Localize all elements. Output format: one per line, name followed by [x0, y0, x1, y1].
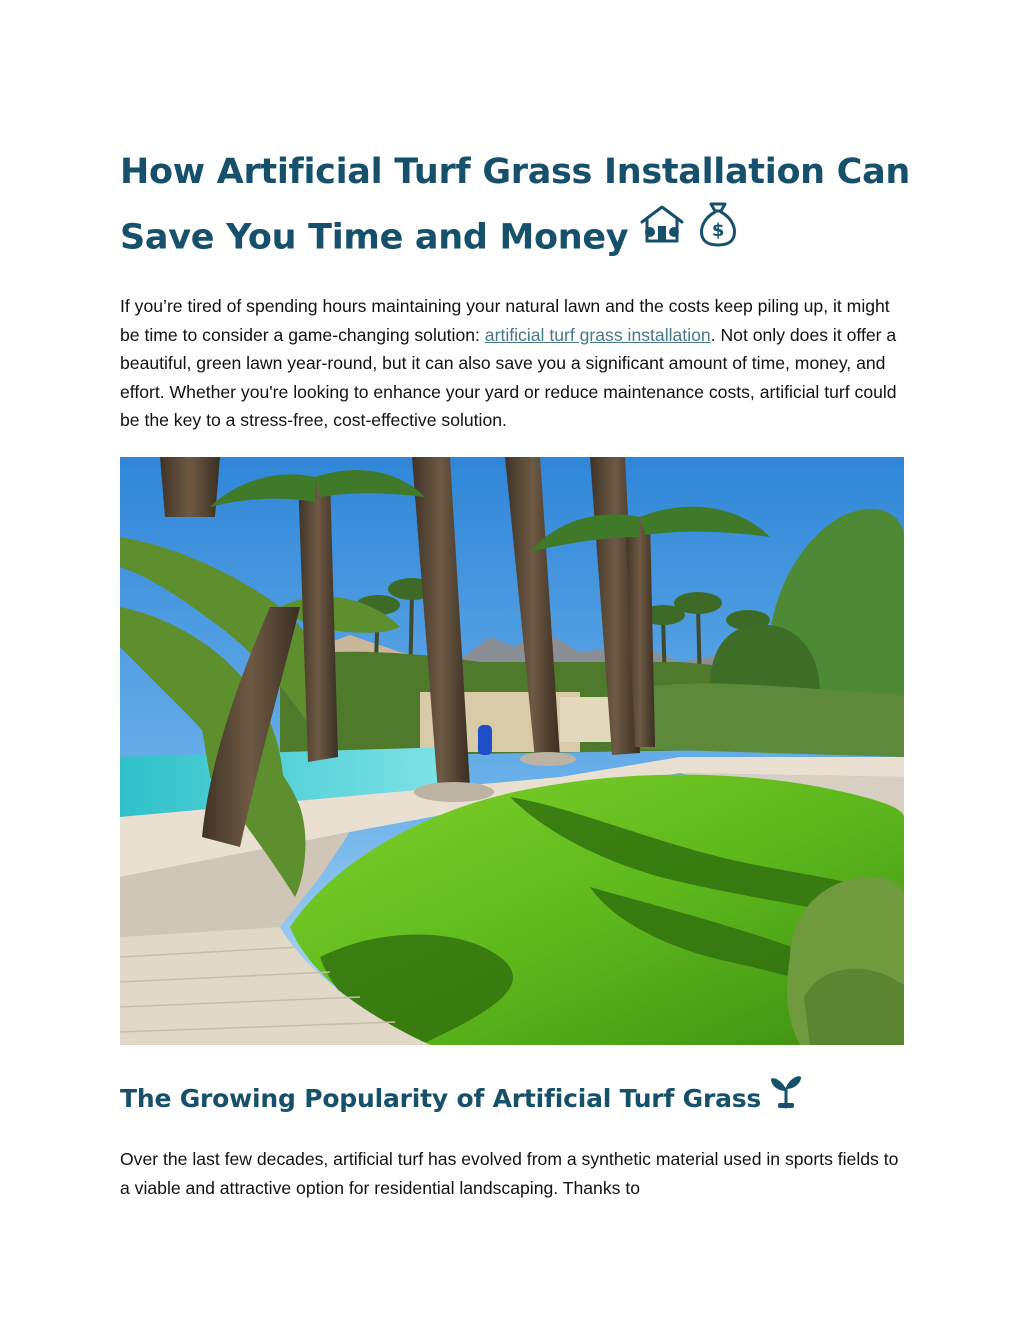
intro-paragraph: [120, 292, 910, 435]
title-text: How Artificial Turf Grass Installation Can Save You Time and Money: [120, 152, 911, 258]
intro-text-before-link: If you’re tired of spending hours maintaining your natural lawn and the costs keep piling up, it might be time to consider a game-changing solution:: [120, 296, 890, 345]
money-bag-icon: [696, 200, 740, 269]
intro-text-after-link: . Not only does it offer a beautiful, green lawn year-round, but it can also save you a significant amount of time, money, and effort. Whether you're looking to enhance your yard or reduce maintenance costs, artificial turf could be the key to a stress-free, cost-effective solution.: [120, 324, 897, 431]
artificial-turf-link[interactable]: artificial turf grass installation: [484, 324, 711, 345]
section-heading-text: The Growing Popularity of Artificial Turf Grass: [120, 1084, 762, 1113]
house-garden-icon: [638, 202, 686, 267]
section-heading: [120, 1076, 803, 1124]
seedling-icon: [769, 1073, 803, 1121]
page-title: [120, 140, 910, 273]
section-body-paragraph: Over the last few decades, artificial turf has evolved from a synthetic material used in sports fields to a viable and attractive option for residential landscaping. Thanks to: [120, 1149, 899, 1198]
svg-text:$: $: [712, 220, 725, 241]
backyard-artificial-turf-photo: [120, 457, 904, 1045]
hero-image: [120, 457, 904, 1045]
